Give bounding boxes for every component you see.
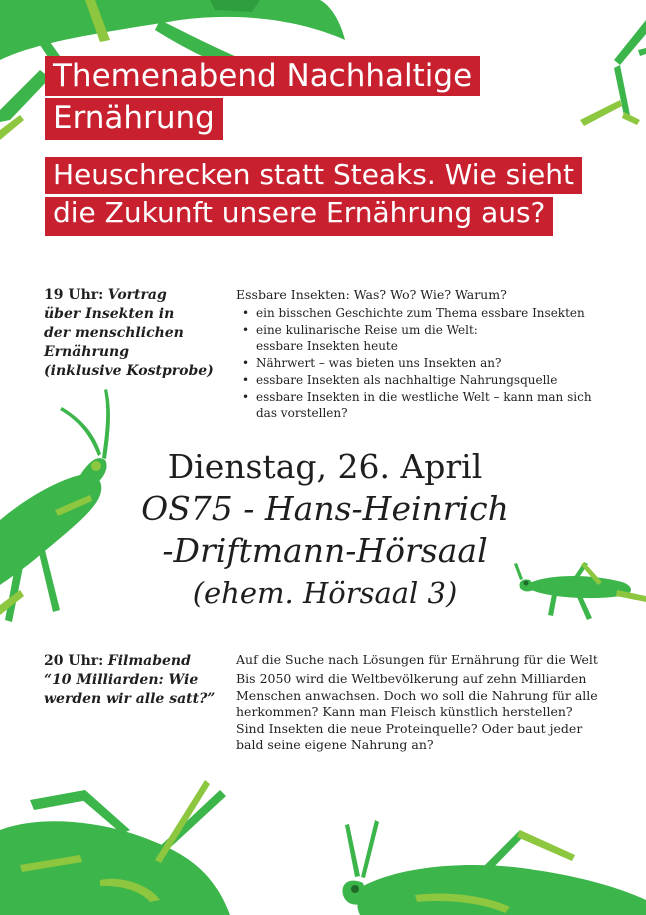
session-2-label-line-2: “10 Milliarden: Wie — [44, 672, 199, 688]
session-2-time: 20 Uhr: — [44, 653, 104, 669]
grasshopper-top-right-icon — [580, 20, 646, 130]
grasshopper-left-middle-icon — [0, 380, 130, 630]
grasshopper-bottom-right-icon — [335, 815, 646, 915]
grasshopper-right-middle-icon — [512, 560, 646, 620]
page-subtitle-line-2: die Zukunft unsere Ernährung aus? — [45, 197, 553, 236]
session-2-label-line-3: werden wir alle satt?” — [44, 691, 216, 707]
session-2-film-title: Auf die Suche nach Lösungen für Ernährung für die Welt — [236, 652, 598, 667]
session-1-label-line-1: Vortrag — [107, 287, 167, 303]
list-item: • essbare Insekten als nachhaltige Nahrungsquelle — [256, 372, 616, 388]
list-item: • essbare Insekten in die westliche Welt – kann man sich das vorstellen? — [256, 389, 601, 421]
session-1-label-line-5: (inklusive Kostprobe) — [44, 363, 214, 379]
session-1-topic-list — [240, 305, 616, 422]
session-2-label-line-1: Filmabend — [107, 653, 191, 669]
event-location-line-3: (ehem. Hörsaal 3) — [192, 576, 458, 610]
event-location-line-1: OS75 - Hans-Heinrich — [141, 489, 509, 528]
session-1-time: 19 Uhr: — [44, 287, 104, 303]
session-1-label — [44, 286, 214, 381]
page-subtitle-line-1: Heuschrecken statt Steaks. Wie sieht — [45, 157, 582, 194]
grasshopper-bottom-left-icon — [0, 770, 260, 915]
session-2-label — [44, 652, 215, 709]
list-item: • eine kulinarische Reise um die Welt: essbare Insekten heute — [256, 322, 496, 354]
event-date-location — [120, 446, 530, 614]
session-1-label-line-3: der menschlichen — [44, 325, 184, 341]
page-title-line-1: Themenabend Nachhaltige — [45, 56, 480, 96]
page-title-line-2: Ernährung — [45, 98, 223, 140]
list-item: • ein bisschen Geschichte zum Thema essbare Insekten — [256, 305, 616, 321]
session-1-label-line-2: über Insekten in — [44, 306, 175, 322]
list-item: • Nährwert – was bieten uns Insekten an? — [256, 355, 616, 371]
session-2-film-description: Bis 2050 wird die Weltbevölkerung auf zehn Milliarden Menschen anwachsen. Doch wo soll die Nahrung für alle herkommen? Kann man Fleisch künstlich herstellen? Sind Insekten die neue Proteinquelle? Oder baut jeder bald seine eigene Nahrung an? — [236, 671, 598, 752]
event-date: Dienstag, 26. April — [167, 447, 483, 486]
event-location-line-2: -Driftmann-Hörsaal — [162, 531, 488, 570]
session-1-topic-title: Essbare Insekten: Was? Wo? Wie? Warum? — [236, 287, 507, 302]
session-1-label-line-4: Ernährung — [44, 344, 129, 360]
